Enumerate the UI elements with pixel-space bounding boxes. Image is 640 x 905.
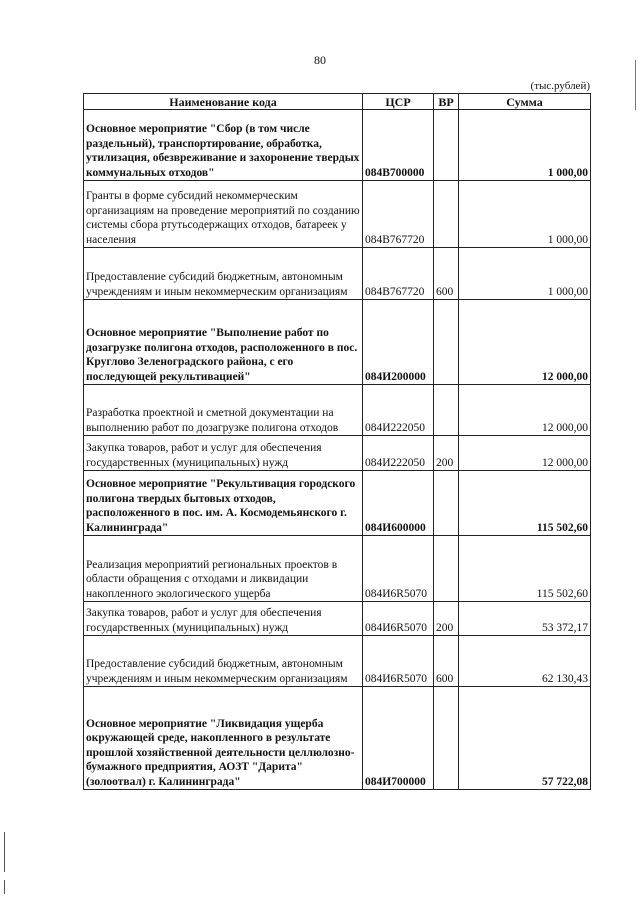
table-row [84,471,591,536]
table-row [84,248,591,300]
row-sum: 62 130,43 [459,636,591,687]
row-vr: 200 [434,602,459,636]
row-vr [434,300,459,385]
row-name: Реализация мероприятий региональных проектов в области обращения с отходами и ликвидации накопленного экологического ущерба [84,536,363,602]
row-vr: 600 [434,636,459,687]
row-csr: 084В700000 [363,110,434,181]
row-name: Разработка проектной и сметной документации на выполнению работ по дозагрузке полигона отходов [84,385,363,436]
row-csr: 084В767720 [363,248,434,300]
table-row [84,385,591,436]
row-name: Основное мероприятие "Выполнение работ по дозагрузке полигона отходов, расположенного в пос. Круглово Зеленоградского района, с его последующей рекультивацией" [84,300,363,385]
row-vr [434,181,459,248]
row-csr: 084И700000 [363,687,434,790]
row-name: Закупка товаров, работ и услуг для обеспечения государственных (муниципальных) нужд [84,602,363,636]
scan-edge-mark [4,832,5,872]
header-vr: ВР [434,94,459,110]
table-header-row [84,94,591,110]
row-csr: 084И222050 [363,436,434,471]
row-vr [434,110,459,181]
row-csr: 084И6R5070 [363,636,434,687]
row-name: Предоставление субсидий бюджетным, автономным учреждениям и иным некоммерческим организациям [84,248,363,300]
row-vr [434,471,459,536]
row-csr: 084И600000 [363,471,434,536]
row-vr [434,687,459,790]
row-name: Основное мероприятие "Ликвидация ущерба окружающей среде, накопленного в результате прошлой хозяйственной деятельности целлюлозно-бумажного предприятия, АОЗТ "Дарита" (золоотвал) г. Калининграда" [84,687,363,790]
row-name: Основное мероприятие "Рекультивация городского полигона твердых бытовых отходов, расположенного в пос. им. А. Космодемьянского г. Калининграда" [84,471,363,536]
row-csr: 084В767720 [363,181,434,248]
table-row [84,300,591,385]
table-row [84,687,591,790]
budget-table [83,93,591,790]
row-name: Основное мероприятие "Сбор (в том числе раздельный), транспортирование, обработка, утилизация, обезвреживание и захоронение твердых коммунальных отходов" [84,110,363,181]
row-vr: 200 [434,436,459,471]
row-name: Гранты в форме субсидий некоммерческим организациям на проведение мероприятий по созданию системы сбора ртутьсодержащих отходов, батареек у населения [84,181,363,248]
table-row [84,602,591,636]
header-sum: Сумма [459,94,591,110]
row-csr: 084И6R5070 [363,536,434,602]
row-vr [434,385,459,436]
row-sum: 1 000,00 [459,110,591,181]
row-sum: 12 000,00 [459,385,591,436]
row-vr [434,536,459,602]
row-csr: 084И222050 [363,385,434,436]
header-csr: ЦСР [363,94,434,110]
scan-edge-mark [635,60,636,110]
row-csr: 084И6R5070 [363,602,434,636]
row-name: Предоставление субсидий бюджетным, автономным учреждениям и иным некоммерческим организациям [84,636,363,687]
row-sum: 115 502,60 [459,536,591,602]
row-sum: 115 502,60 [459,471,591,536]
scan-edge-mark [4,880,5,894]
table-row [84,181,591,248]
row-sum: 1 000,00 [459,248,591,300]
header-name: Наименование кода [84,94,363,110]
row-csr: 084И200000 [363,300,434,385]
table-row [84,636,591,687]
row-sum: 12 000,00 [459,436,591,471]
table-row [84,436,591,471]
units-label: (тыс.рублей) [530,80,590,92]
row-vr: 600 [434,248,459,300]
table-row [84,536,591,602]
row-sum: 53 372,17 [459,602,591,636]
page-number: 80 [314,53,326,67]
row-sum: 12 000,00 [459,300,591,385]
row-name: Закупка товаров, работ и услуг для обеспечения государственных (муниципальных) нужд [84,436,363,471]
row-sum: 1 000,00 [459,181,591,248]
row-sum: 57 722,08 [459,687,591,790]
table-row [84,110,591,181]
